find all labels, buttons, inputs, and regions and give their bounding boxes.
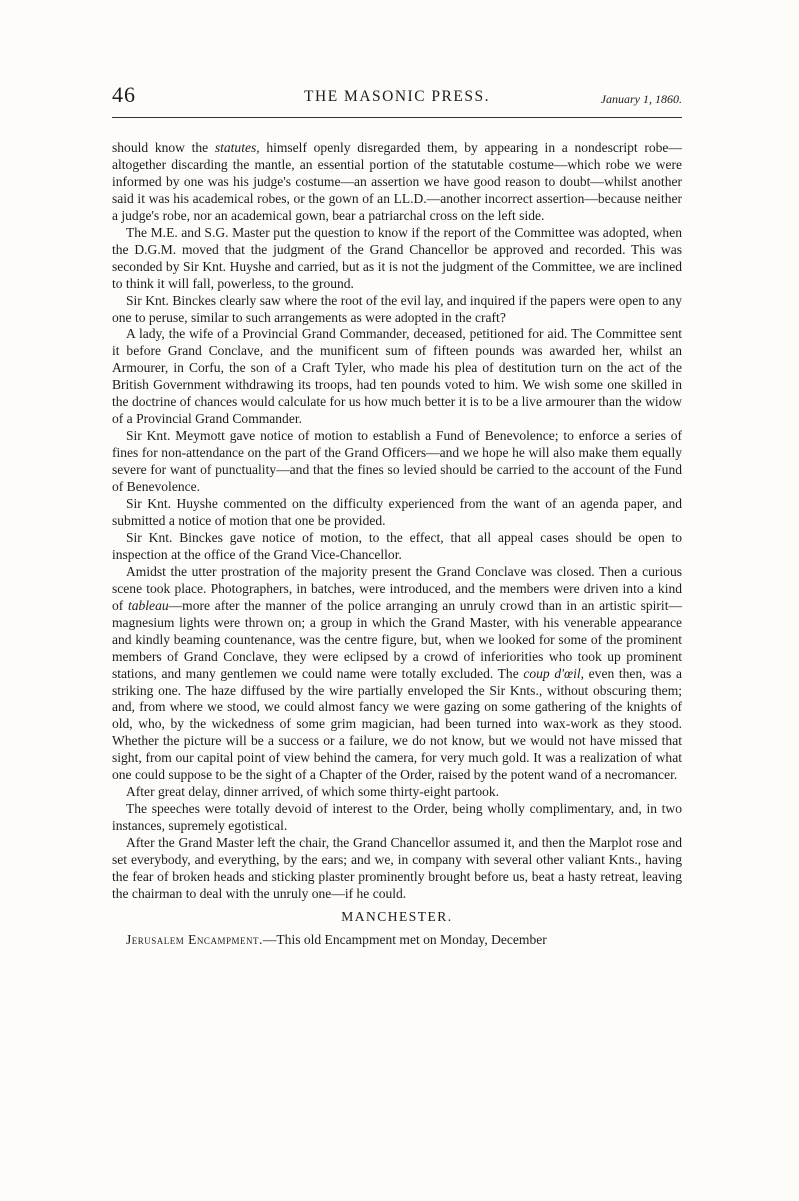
- paragraph: After the Grand Master left the chair, the Grand Chancellor assumed it, and then the Marplot rose and set everybody, and everything, by the ears; and we, in company with several other valiant Knts., having the fear of broken heads and sticking plaster prominently brought before us, beat a hasty retreat, leaving the chairman to deal with the unruly one—if he could.: [112, 835, 682, 901]
- paragraph: The speeches were totally devoid of interest to the Order, being wholly complimentary, and, in two instances, supremely egotistical.: [112, 801, 682, 834]
- running-title: THE MASONIC PRESS.: [304, 88, 490, 105]
- paragraph: Sir Knt. Meymott gave notice of motion to establish a Fund of Benevolence; to enforce a series of fines for non-attendance on the part of the Grand Officers—and we hope he will also make them equally severe for want of punctuality—and that the fines so levied should be carried to the account of the Fund of Benevolence.: [112, 428, 682, 495]
- issue-date: January 1, 1860.: [600, 92, 682, 106]
- page-header: [112, 80, 682, 114]
- text-run: even then, was a striking one. The haze diffused by the wire partially enveloped the Sir Knts., without obscuring them; and, from where we stood, we could almost fancy we were gazing on some gathering of the knights of old, who, by the wickedness of some grim magician, had been turned into wax-work as they stood. Whether the picture will be a success or a failure, we do not know, but we would not have missed that sight, from our capital point of view behind the camera, for very much gold. It was a realization of what one could suppose to be the sight of a Chapter of the Order, raised by the potent wand of a necromancer.: [112, 665, 682, 783]
- paragraph: [112, 140, 682, 225]
- emphasis: statutes,: [214, 140, 260, 155]
- text-run: himself openly disregarded them, by appearing in a nondescript robe—altogether discarding the mantle, an essential portion of the statutable costume—which robe we were informed by one was his judge's costume—an assertion we have good reason to doubt—whilst another said it was his academical robes, or the gown of an LL.D.—another incorrect assertion—because neither a judge's robe, nor an academical gown, bear a patriarchal cross on the left side.: [112, 140, 682, 223]
- header-rule: [112, 117, 682, 118]
- text-run: should know the: [112, 140, 215, 155]
- paragraph: The M.E. and S.G. Master put the question to know if the report of the Committee was adopted, when the D.G.M. moved that the judgment of the Grand Chancellor be approved and recorded. This was seconded by Sir Knt. Huyshe and carried, but as it is not the judgment of the Committee, we are inclined to think it will fall, powerless, to the ground.: [112, 224, 682, 291]
- page-number: 46: [112, 82, 136, 107]
- paragraph: Sir Knt. Huyshe commented on the difficulty experienced from the want of an agenda paper, and submitted a notice of motion that one be provided.: [112, 496, 682, 528]
- section-heading: MANCHESTER.: [341, 908, 453, 924]
- paragraph: Sir Knt. Binckes gave notice of motion, to the effect, that all appeal cases should be open to inspection at the office of the Grand Vice-Chancellor.: [112, 529, 682, 562]
- text-run: —This old Encampment met on Monday, December: [262, 931, 547, 947]
- article-body: [112, 140, 682, 949]
- lead-in: Jerusalem Encampment.: [126, 931, 263, 947]
- paragraph: After great delay, dinner arrived, of which some thirty-eight partook.: [126, 784, 500, 800]
- text-run: Amidst the utter prostration of the majority present the Grand Conclave was closed. Then a curious scene took place. Photographers, in batches, were introduced, and the members were driven into a kind of: [112, 563, 682, 613]
- emphasis: tableau: [127, 597, 169, 613]
- paragraph: Sir Knt. Binckes clearly saw where the root of the evil lay, and inquired if the papers were open to any one to peruse, similar to such arrangements as were adopted in the craft?: [112, 292, 682, 325]
- paragraph: [112, 932, 682, 949]
- emphasis: coup d'œil,: [523, 665, 584, 681]
- paragraph: A lady, the wife of a Provincial Grand Commander, deceased, petitioned for aid. The Committee sent it before Grand Conclave, and the munificent sum of fifteen pounds was awarded her, whilst an Armourer, in Corfu, the son of a Craft Tyler, who made his plea of destitution turn on the act of the British Government withdrawing its troops, had ten pounds voted to him. We wish some one skilled in the doctrine of chances would calculate for us how much better it is to be a live armourer than the widow of a Provincial Grand Commander.: [112, 326, 682, 427]
- text-run: —more after the manner of the police arranging an unruly crowd than in an artistic spirit—magnesium lights were thrown on; a group in which the Grand Master, with his venerable appearance and kindly beaming countenance, was the centre figure, but, when we looked for some of the prominent members of Grand Conclave, they were eclipsed by a crowd of inferiorities who took up prominent stations, and many gentlemen we could name were totally excluded. The: [112, 597, 683, 681]
- paragraph: [112, 564, 682, 784]
